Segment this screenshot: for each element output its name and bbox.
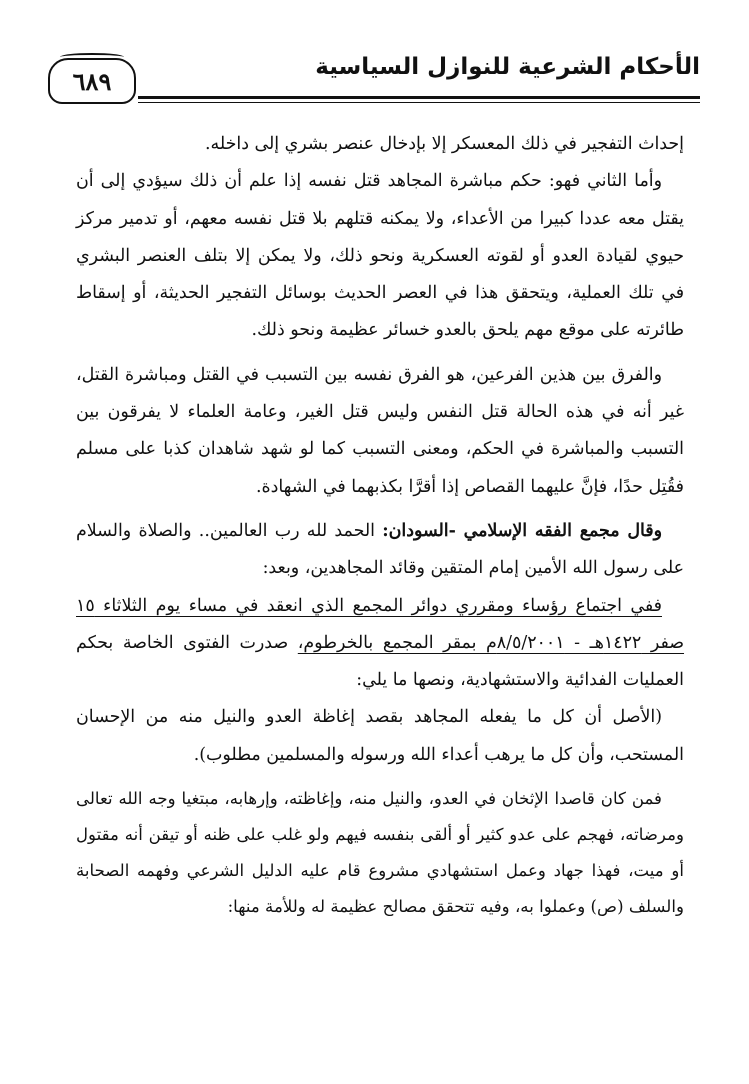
paragraph-5: [76, 588, 684, 700]
text-line: هذا في العصر الحديث بوسائل التفجير الحديثة، أو إسقاط طائرته على موقع مهم يلحق بالعدو: [76, 283, 684, 341]
page-header: [48, 52, 700, 108]
underlined-text: صفر ١٤٢٢هـ - ٨/٥/٢٠٠١م بمقر المجمع بالخرطوم،: [297, 632, 685, 653]
text-line: بحكم العمليات الفدائية والاستشهادية، ونصها ما يلي:: [76, 632, 684, 691]
text-line: أو لقوته العسكرية ونحو ذلك، ولا يمكن إلا بتلف العنصر البشري في تلك العملية، ويتحقق: [76, 245, 685, 304]
paragraph-7: [76, 781, 684, 925]
header-rule-thin: [138, 102, 700, 103]
header-rule-thick: [138, 96, 700, 99]
text-line: ومرضاته، فهجم على عدو كثير أو ألقى بنفسه فيهم ولو غلب على ظنه أو تيقن أنه مقتول أو: [76, 825, 684, 881]
underlined-text: ففي اجتماع رؤساء ومقرري دوائر المجمع الذي انعقد في مساء يوم الثلاثاء ١٥: [76, 595, 662, 616]
paragraph-4: [76, 513, 684, 588]
text-line: إحداث التفجير في ذلك المعسكر إلا بإدخال عنصر بشري إلى داخله.: [205, 134, 684, 154]
text-line: (الأصل أن كل ما يفعله المجاهد بقصد إغاظة العدو والنيل منه من الإحسان: [76, 707, 662, 728]
paragraph-2: [76, 163, 684, 349]
text-line: عددا كبيرا من الأعداء، ولا يمكنه قتلهم بلا قتل نفسه معهم، أو تدمير مركز حيوي لقيادة العدو: [76, 208, 684, 266]
paragraph-1: [76, 126, 684, 163]
text-line: صدرت الفتوى الخاصة: [122, 632, 298, 653]
fatwa-quote: [76, 699, 684, 774]
text-line: ميت، فهذا جهاد وعمل استشهادي مشروع قام عليه الدليل الشرعي وفهمه الصحابة: [76, 861, 664, 881]
text-line: على رسول الله الأمين إمام المتقين وقائد المجاهدين، وبعد:: [262, 558, 684, 579]
text-line: الحمد لله رب العالمين.. والصلاة والسلام: [76, 520, 383, 541]
page-number: ٦٨٩: [72, 66, 112, 96]
paragraph-3: [76, 357, 684, 506]
text-line: والفرق بين هذين الفرعين، هو الفرق نفسه بين التسبب في القتل ومباشرة القتل،: [76, 364, 662, 385]
text-line: خسائر عظيمة ونحو ذلك.: [251, 320, 430, 341]
page-number-ornament: [48, 58, 136, 104]
text-line: غير أنه في هذه الحالة قتل النفس وليس قتل الغير، وعامة العلماء لا يفرقون بين التسبب: [76, 402, 684, 460]
text-line: المستحب، وأن كل ما يرهب أعداء الله ورسوله والمسلمين مطلوب).: [193, 744, 684, 765]
text-line: والمباشرة في الحكم، ومعنى التسبب كما لو شهد شاهدان كذبا على مسلم فقُتِل حدًا،: [76, 439, 684, 497]
academy-attribution: وقال مجمع الفقه الإسلامي -السودان:: [382, 520, 662, 541]
running-title: الأحكام الشرعية للنوازل السياسية: [315, 54, 700, 80]
text-line: والسلف (ص) وعملوا به، وفيه تتحقق مصالح عظيمة له وللأمة منها:: [227, 897, 684, 917]
text-line: فمن كان قاصدا الإثخان في العدو، والنيل منه، وإغاظته، وإرهابه، مبتغيا وجه الله تعالى: [76, 789, 662, 809]
page-body: [76, 126, 684, 925]
text-line: فإنَّ عليهما القصاص إذا أقرَّا بكذبهما في الشهادة.: [256, 476, 608, 497]
text-line: وأما الثاني فهو: حكم مباشرة المجاهد قتل نفسه إذا علم أن ذلك سيؤدي إلى أن يقتل معه: [76, 171, 684, 229]
